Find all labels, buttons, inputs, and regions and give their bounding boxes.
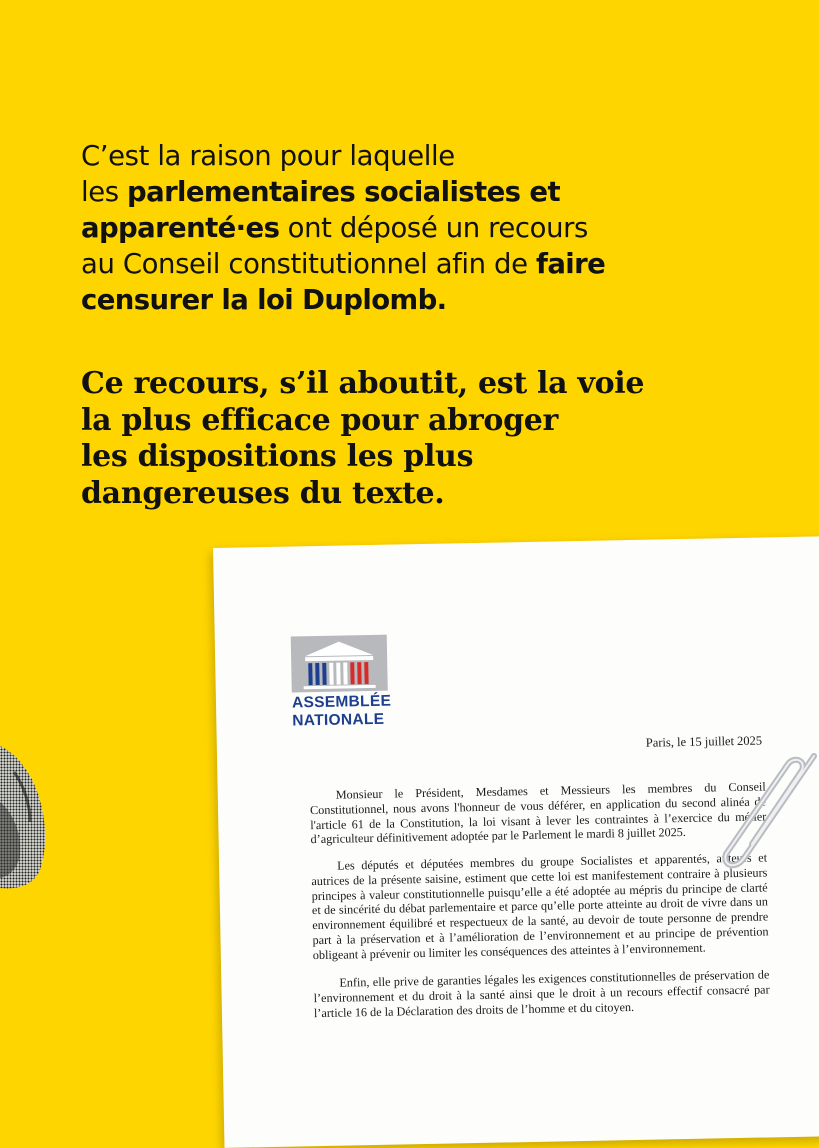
letter-paragraph-2: Les députés et députées membres du groupe Socialistes et apparentés, auteurs et autrices de la présente saisine, estiment que cette loi est manifestement contraire à plusieurs principes à valeur constitutionnelle puisqu’elle a été adoptée au mépris du principe de clarté et de sincérité du débat parlementaire et parce qu’elle porte atteinte au droit de vivre dans un environnement équilibré et respectueux de la santé, au devoir de toute personne de prendre part à la préservation et à l’amélioration de l’environnement et au principe de prévention obligeant à prévenir ou limiter les conséquences des atteintes à l’environnement.	[311, 850, 769, 962]
callout-line-4: dangereuses du texte.	[81, 475, 445, 511]
callout-text	[81, 366, 781, 512]
headline-line-1: C’est la raison pour laquelle	[81, 140, 455, 172]
bust-image	[0, 742, 48, 892]
headline-line-3	[81, 210, 781, 246]
headline-line-4	[81, 246, 781, 282]
letter-paragraph-1: Monsieur le Président, Mesdames et Messieurs les membres du Conseil Constitutionnel, nous avons l'honneur de vous déférer, en application du second alinéa de l'article 61 de la Constitution, la loi visant à lever les contraintes à l’exercice du métier d’agriculteur définitivement adoptée par le Parlement le mardi 8 juillet 2025.	[309, 779, 767, 847]
headline-text-bold: apparenté·es	[81, 212, 280, 244]
logo-emblem	[291, 635, 388, 693]
headline-text-bold: parlementaires socialistes et	[127, 176, 560, 208]
headline-text-bold: censurer la loi Duplomb.	[81, 284, 447, 316]
logo-word-1: ASSEMBLÉE	[291, 692, 392, 712]
headline-line-5	[81, 282, 781, 318]
logo-word-2: NATIONALE	[292, 710, 385, 730]
headline-text-regular: au Conseil constitutionnel afin de	[81, 248, 536, 280]
palais-bourbon-icon	[291, 635, 388, 693]
letter-paragraph-3: Enfin, elle prive de garanties légales les exigences constitutionnelles de préservation de l’environnement et du droit à la santé ainsi que le droit à un recours effectif consacré par l’article 16 de la Déclaration des droits de l’homme et du citoyen.	[313, 967, 770, 1020]
callout-line-1: Ce recours, s’il aboutit, est la voie	[81, 366, 645, 401]
headline-text	[81, 138, 781, 318]
assemblee-nationale-logo	[291, 635, 392, 730]
headline-line-2	[81, 174, 781, 210]
callout-line-3: les dispositions les plus	[81, 439, 474, 474]
headline-text-regular: ont déposé un recours	[279, 212, 588, 244]
headline-text-regular: les	[81, 176, 128, 208]
headline-text-bold: faire	[535, 248, 606, 280]
callout-line-2: la plus efficace pour abroger	[81, 402, 559, 438]
letter-date: Paris, le 15 juillet 2025	[645, 733, 763, 750]
paperclip-icon	[718, 748, 819, 878]
